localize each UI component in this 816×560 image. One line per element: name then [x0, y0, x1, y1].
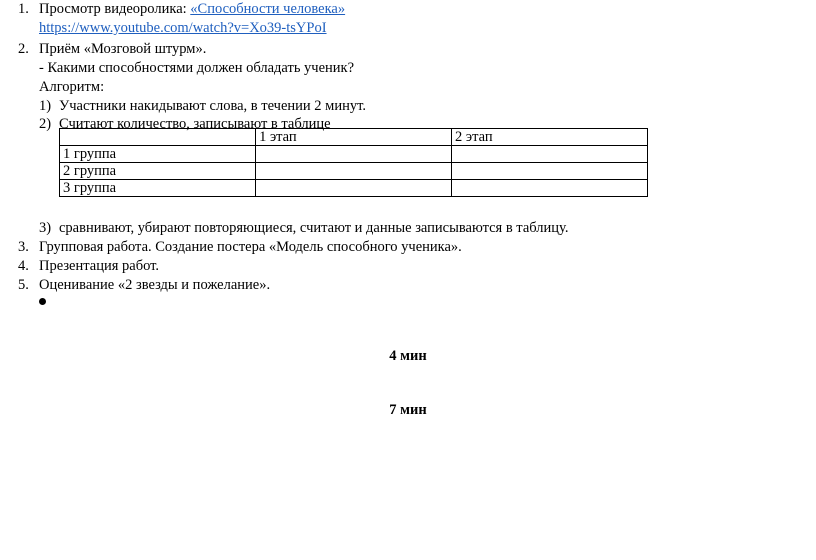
list-number: 4.: [18, 258, 29, 274]
table-cell: [452, 180, 648, 197]
algorithm-label: Алгоритм:: [39, 79, 105, 95]
table-cell: 1 группа: [60, 146, 256, 163]
list-number: 5.: [18, 277, 29, 293]
table-row: [60, 163, 648, 180]
table-header-cell: 2 этап: [452, 129, 648, 146]
question-text: - Какими способностями должен обладать ученик?: [39, 60, 355, 76]
table-cell: 3 группа: [60, 180, 256, 197]
video-title-link[interactable]: «Способности человека»: [190, 1, 346, 17]
table-cell: 2 группа: [60, 163, 256, 180]
list-number: 1.: [18, 1, 29, 17]
list-number: 3.: [18, 239, 29, 255]
table-cell: [256, 163, 452, 180]
list-item-text: Оценивание «2 звезды и пожелание».: [39, 277, 271, 293]
item-text: Просмотр видеоролика:: [39, 1, 191, 17]
table-cell: [256, 180, 452, 197]
step-text: Участники накидывают слова, в течении 2 минут.: [59, 98, 366, 114]
step-text: сравнивают, убирают повторяющиеся, считают и данные записываются в таблицу.: [59, 220, 569, 236]
video-url-link[interactable]: https://www.youtube.com/watch?v=Xo39-tsYPoI: [39, 20, 327, 36]
list-item-text: [39, 0, 345, 19]
table-cell: [452, 163, 648, 180]
list-item-text: Презентация работ.: [39, 258, 160, 274]
list-item-text: Приём «Мозговой штурм».: [39, 41, 207, 57]
timing-first: 4 мин: [389, 348, 427, 364]
table-header-cell: 1 этап: [256, 129, 452, 146]
step-number: 1): [39, 98, 52, 114]
list-item-text: Групповая работа. Создание постера «Модель способного ученика».: [39, 239, 462, 255]
table-header-row: [60, 129, 648, 146]
table-header-cell: [60, 129, 256, 146]
table-row: [60, 146, 648, 163]
bullet-icon: [39, 298, 46, 305]
table-row: [60, 180, 648, 197]
groups-stages-table: [59, 128, 648, 197]
step-text: Считают количество, записывают в таблице: [59, 116, 331, 132]
step-number: 2): [39, 116, 52, 132]
table-cell: [452, 146, 648, 163]
table-cell: [256, 146, 452, 163]
step-number: 3): [39, 220, 52, 236]
list-number: 2.: [18, 41, 29, 57]
timing-second: 7 мин: [389, 402, 427, 418]
